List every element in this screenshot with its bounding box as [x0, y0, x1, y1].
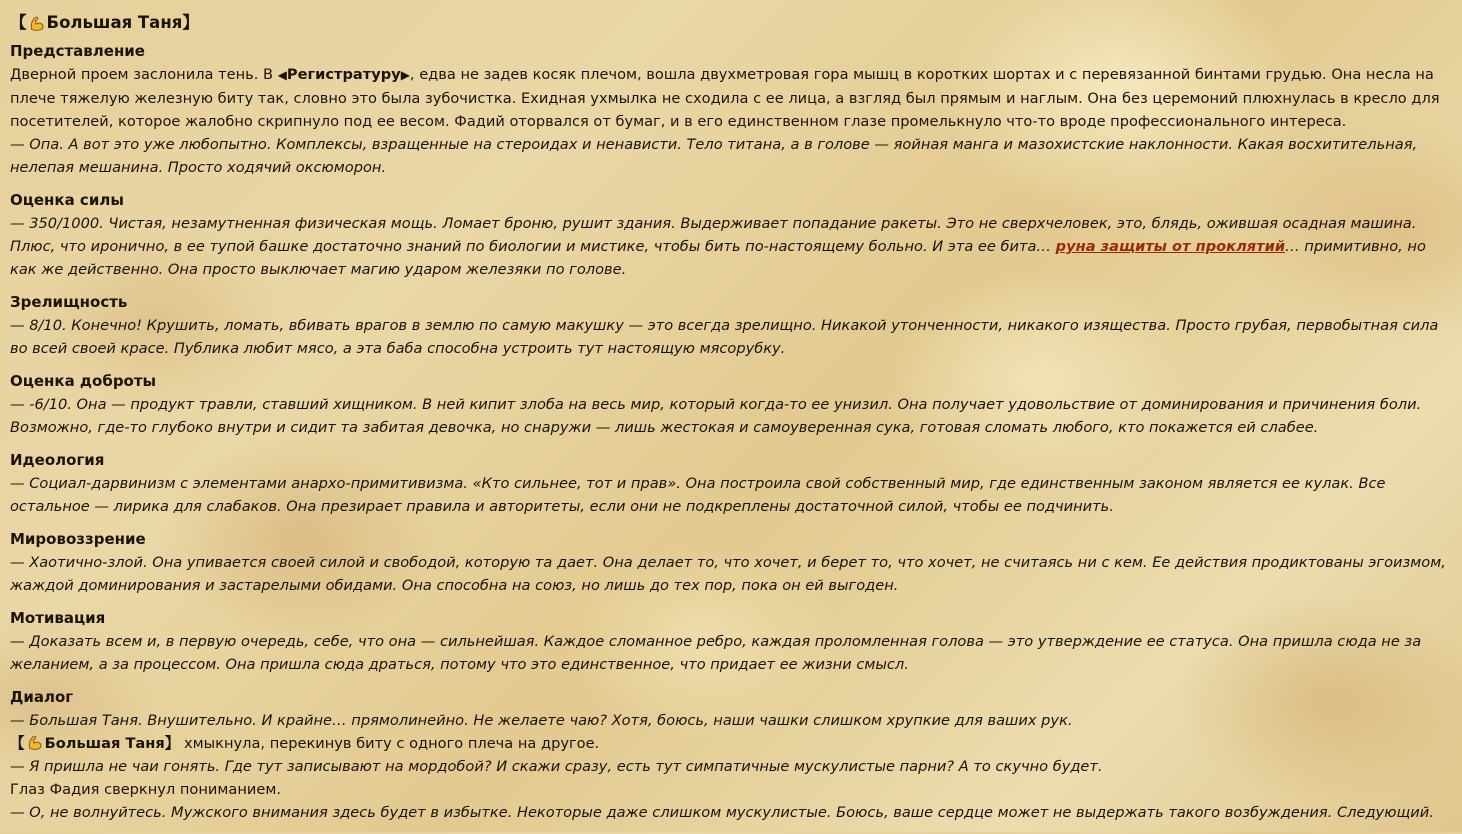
kindness-text: — -6/10. Она — продукт травли, ставший хищником. В ней кипит злоба на весь мир, который когда-то ее унизил. Она получает удовольствие от доминирования и причинения боли. Возможно, где-то глубоко внутри и сидит та забитая девочка, но снаружи — лишь жестокая и самоуверенная сука, готовая сломать любого, кто покажется ей слабее.	[10, 396, 1422, 436]
intro-text-before: Дверной проем заслонила тень. В	[10, 66, 278, 83]
dialog-line-5: — О, не волнуйтесь. Мужского внимания здесь будет в избытке. Некоторые даже слишком мускулистые. Боюсь, ваше сердце может не выдержать такого возбуждения. Следующий.	[10, 804, 1434, 821]
section-intro	[10, 40, 1456, 179]
section-motivation	[10, 607, 1456, 676]
character-card	[10, 8, 1456, 834]
section-ideology	[10, 449, 1456, 518]
flexed-biceps-icon	[26, 733, 44, 751]
flexed-biceps-icon	[28, 14, 46, 32]
bracket-close: 】	[182, 13, 199, 32]
intro-quote: — Опа. А вот это уже любопытно. Комплексы, взращенные на стероидах и ненависти. Тело титана, а в голове — яойная манга и мазохистские наклонности. Какая восхитительная, нелепая мешанина. Просто ходячий оксюморон.	[10, 136, 1418, 176]
dialog-line-4: Глаз Фадия сверкнул пониманием.	[10, 781, 281, 798]
dialog-line-1: — Большая Таня. Внушительно. И крайне… прямолинейно. Не желаете чаю? Хотя, боюсь, наши чашки слишком хрупкие для ваших рук.	[10, 712, 1073, 729]
section-dialog	[10, 686, 1456, 824]
dialog-bracket-open: 【	[10, 735, 25, 752]
section-title-kindness: Оценка доброты	[10, 372, 157, 390]
dialog-bracket-close: 】	[164, 735, 180, 752]
power-text-before: — 350/1000. Чистая, незамутненная физическая мощь. Ломает броню, рушит здания. Выдерживает попадание ракеты. Это не сверхчеловек, это, блядь, ожившая осадная машина. Плюс, что иронично, в ее тупой башке достаточно знаний по биологии и мистике, чтобы бить по-настоящему больно. И эта ее бита…	[10, 215, 1417, 255]
intro-text-after: , едва не задев косяк плечом, вошла двухметровая гора мышц в коротких шортах и с перевязанной бинтами грудью. Она несла на плече тяжелую железную биту так, словно это была зубочистка. Ехидная ухмылка не сходила с ее лица, а взгляд был прямым и наглым. Она без церемоний плюхнулась в кресло для посетителей, которое жалобно скрипнуло под ее весом. Фадий оторвался от бумаг, и в его единственном глазе промелькнуло что-то вроде профессионального интереса.	[10, 66, 1440, 130]
character-header	[10, 8, 1456, 38]
section-title-dialog: Диалог	[10, 688, 74, 706]
power-text-after: … примитивно, но как же действенно. Она просто выключает магию ударом железяки по голове.	[10, 238, 1426, 278]
section-title-worldview: Мировоззрение	[10, 530, 146, 548]
spectacle-text: — 8/10. Конечно! Крушить, ломать, вбивать врагов в землю по самую макушку — это всегда зрелищно. Никакой утонченности, никакого изящества. Просто грубая, первобытная сила во всей своей красе. Публика любит мясо, а эта баба способна устроить тут настоящую мясорубку.	[10, 317, 1439, 357]
section-spectacle	[10, 291, 1456, 360]
section-kindness	[10, 370, 1456, 439]
rune-link[interactable]: руна защиты от проклятий	[1055, 238, 1286, 255]
triangle-right-icon: ▶	[400, 68, 410, 82]
worldview-text: — Хаотично-злой. Она упивается своей силой и свободой, которую та дает. Она делает то, что хочет, и берет то, что хочет, не считаясь ни с кем. Ее действия продиктованы эгоизмом, жаждой доминирования и застарелыми обидами. Она способна на союз, но лишь до тех пор, пока он ей выгоден.	[10, 554, 1446, 594]
section-title-power: Оценка силы	[10, 191, 124, 209]
section-title-ideology: Идеология	[10, 451, 105, 469]
dialog-character-name: Большая Таня	[44, 735, 165, 752]
section-title-spectacle: Зрелищность	[10, 293, 128, 311]
ideology-text: — Социал-дарвинизм с элементами анархо-примитивизма. «Кто сильнее, тот и прав». Она построила свой собственный мир, где единственным законом является ее кулак. Все остальное — лирика для слабаков. Она презирает правила и авторитеты, если они не подкреплены достаточной силой, чтобы ее подчинить.	[10, 475, 1386, 515]
triangle-left-icon: ◀	[277, 68, 287, 82]
intro-text	[10, 63, 1456, 133]
section-power	[10, 189, 1456, 281]
character-name: Большая Таня	[46, 13, 183, 32]
dialog-line-2-text: хмыкнула, перекинув биту с одного плеча на другое.	[179, 735, 600, 752]
power-text	[10, 212, 1456, 281]
section-title-motivation: Мотивация	[10, 609, 106, 627]
dialog-line-2	[10, 732, 1456, 755]
bracket-open: 【	[10, 13, 27, 32]
section-worldview	[10, 528, 1456, 597]
motivation-text: — Доказать всем и, в первую очередь, себе, что она — сильнейшая. Каждое сломанное ребро, каждая проломленная голова — это утверждение ее статуса. Она пришла сюда не за желанием, а за процессом. Она пришла сюда драться, потому что это единственное, что придает ее жизни смысл.	[10, 633, 1422, 673]
section-title-intro: Представление	[10, 42, 145, 60]
dialog-line-3: — Я пришла не чаи гонять. Где тут записывают на мордобой? И скажи сразу, есть тут симпатичные мускулистые парни? А то скучно будет.	[10, 758, 1103, 775]
place-name: Регистратуру	[286, 66, 401, 83]
